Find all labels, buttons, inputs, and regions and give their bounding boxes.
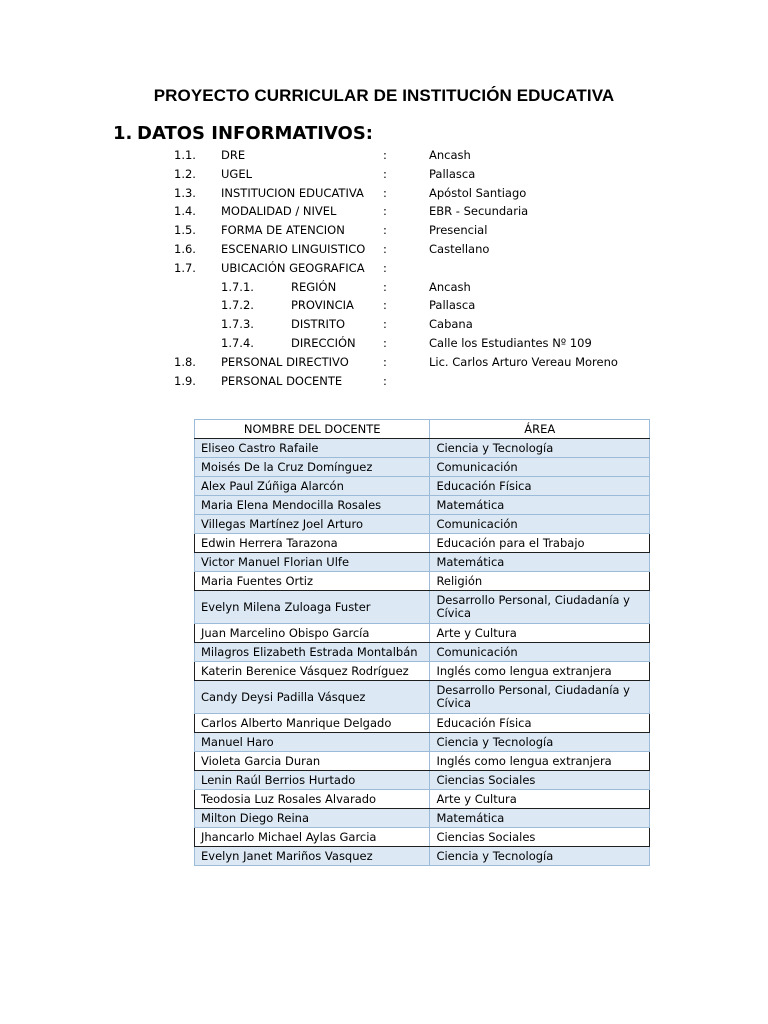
info-label: ESCENARIO LINGUISTICO <box>221 241 366 256</box>
teacher-area: Ciencia y Tecnología <box>430 439 650 458</box>
table-row <box>195 733 650 752</box>
teacher-name: Alex Paul Zúñiga Alarcón <box>195 477 430 496</box>
teacher-name: Victor Manuel Florian Ulfe <box>195 553 430 572</box>
info-row-ubicacion <box>0 259 768 278</box>
info-colon: : <box>383 148 387 162</box>
table-row <box>195 752 650 771</box>
info-value: Ancash <box>429 148 471 162</box>
info-number: 1.7. <box>174 260 196 275</box>
teacher-area: Arte y Cultura <box>430 624 650 643</box>
section-heading <box>113 123 373 144</box>
table-row <box>195 771 650 790</box>
info-label: UGEL <box>221 166 253 181</box>
teacher-name: Maria Fuentes Ortiz <box>195 572 430 591</box>
teacher-name: Teodosia Luz Rosales Alvarado <box>195 790 430 809</box>
table-row <box>195 714 650 733</box>
info-number: 1.2. <box>174 166 196 181</box>
table-row <box>195 624 650 643</box>
teacher-name: Carlos Alberto Manrique Delgado <box>195 714 430 733</box>
teacher-area: Ciencia y Tecnología <box>430 733 650 752</box>
teacher-name: Moisés De la Cruz Domínguez <box>195 458 430 477</box>
info-label: PERSONAL DIRECTIVO <box>221 354 349 369</box>
info-value: Cabana <box>429 317 473 332</box>
table-row <box>195 591 650 624</box>
info-label: INSTITUCION EDUCATIVA <box>221 185 364 200</box>
teacher-area: Comunicación <box>430 515 650 534</box>
info-row-forma-atencion <box>0 221 768 240</box>
info-colon: : <box>383 166 387 181</box>
info-value: Lic. Carlos Arturo Vereau Moreno <box>429 354 618 369</box>
table-row <box>195 847 650 866</box>
table-row <box>195 572 650 591</box>
info-subnumber: 1.7.1. <box>221 279 254 294</box>
table-row <box>195 458 650 477</box>
teacher-name: Juan Marcelino Obispo García <box>195 624 430 643</box>
teacher-area: Comunicación <box>430 643 650 662</box>
info-colon: : <box>383 223 387 238</box>
info-row-region <box>0 278 768 297</box>
info-colon: : <box>383 204 387 219</box>
info-number: 1.5. <box>174 223 196 238</box>
column-header-name: NOMBRE DEL DOCENTE <box>195 420 430 439</box>
table-row <box>195 553 650 572</box>
info-value: Calle los Estudiantes Nº 109 <box>429 335 592 350</box>
table-row <box>195 496 650 515</box>
teacher-name: Jhancarlo Michael Aylas Garcia <box>195 828 430 847</box>
teacher-area: Matemática <box>430 496 650 515</box>
info-label: FORMA DE ATENCION <box>221 223 345 238</box>
teacher-area: Comunicación <box>430 458 650 477</box>
info-value: Ancash <box>429 279 471 294</box>
teacher-name: Evelyn Janet Mariños Vasquez <box>195 847 430 866</box>
info-value: Presencial <box>429 223 488 238</box>
teacher-name: Violeta Garcia Duran <box>195 752 430 771</box>
teacher-name: Villegas Martínez Joel Arturo <box>195 515 430 534</box>
info-row-personal-directivo <box>0 353 768 372</box>
info-label: DRE <box>221 148 246 162</box>
info-number: 1.8. <box>174 354 196 369</box>
info-colon: : <box>383 373 387 388</box>
info-row-ugel <box>0 165 768 184</box>
table-row <box>195 515 650 534</box>
teacher-name: Manuel Haro <box>195 733 430 752</box>
info-value: Castellano <box>429 241 490 256</box>
section-heading-text: DATOS INFORMATIVOS: <box>137 123 374 144</box>
table-row <box>195 662 650 681</box>
info-colon: : <box>383 185 387 200</box>
info-colon: : <box>383 298 387 313</box>
info-row-escenario <box>0 240 768 259</box>
info-colon: : <box>383 279 387 294</box>
info-list <box>0 146 768 390</box>
table-header-row <box>195 420 650 439</box>
teacher-area: Educación Física <box>430 477 650 496</box>
info-subnumber: 1.7.2. <box>221 298 254 313</box>
table-row <box>195 643 650 662</box>
info-colon: : <box>383 335 387 350</box>
teacher-area: Educación para el Trabajo <box>430 534 650 553</box>
teacher-name: Katerin Berenice Vásquez Rodríguez <box>195 662 430 681</box>
section-number: 1. <box>113 123 133 144</box>
info-row-personal-docente <box>0 372 768 391</box>
info-colon: : <box>383 260 387 275</box>
teacher-area: Desarrollo Personal, Ciudadanía y Cívica <box>430 591 650 624</box>
table-row <box>195 828 650 847</box>
teacher-area: Ciencia y Tecnología <box>430 847 650 866</box>
table-row <box>195 439 650 458</box>
info-value: Pallasca <box>429 298 476 313</box>
info-value: EBR - Secundaria <box>429 204 529 219</box>
teacher-name: Edwin Herrera Tarazona <box>195 534 430 553</box>
info-colon: : <box>383 354 387 369</box>
teacher-area: Educación Física <box>430 714 650 733</box>
info-value: Pallasca <box>429 166 476 181</box>
info-sublabel: PROVINCIA <box>291 298 354 313</box>
info-number: 1.1. <box>174 148 196 162</box>
document-title: PROYECTO CURRICULAR DE INSTITUCIÓN EDUCATIVA <box>153 86 615 105</box>
table-row <box>195 477 650 496</box>
teacher-name: Evelyn Milena Zuloaga Fuster <box>195 591 430 624</box>
info-number: 1.3. <box>174 185 196 200</box>
teacher-name: Maria Elena Mendocilla Rosales <box>195 496 430 515</box>
info-number: 1.6. <box>174 241 196 256</box>
teacher-area: Inglés como lengua extranjera <box>430 662 650 681</box>
teacher-area: Arte y Cultura <box>430 790 650 809</box>
teacher-area: Desarrollo Personal, Ciudadanía y Cívica <box>430 681 650 714</box>
info-sublabel: DIRECCIÓN <box>291 335 356 350</box>
table-row <box>195 534 650 553</box>
info-subnumber: 1.7.4. <box>221 335 254 350</box>
column-header-area: ÁREA <box>430 420 650 439</box>
teacher-name: Eliseo Castro Rafaile <box>195 439 430 458</box>
info-row-distrito <box>0 315 768 334</box>
teacher-area: Ciencias Sociales <box>430 828 650 847</box>
info-colon: : <box>383 317 387 332</box>
info-sublabel: REGIÓN <box>291 279 337 294</box>
table-row <box>195 790 650 809</box>
teacher-name: Lenin Raúl Berrios Hurtado <box>195 771 430 790</box>
info-sublabel: DISTRITO <box>291 317 346 332</box>
info-value: Apóstol Santiago <box>429 185 527 200</box>
table-row <box>195 809 650 828</box>
info-row-direccion <box>0 334 768 353</box>
staff-table <box>194 419 650 866</box>
teacher-name: Milton Diego Reina <box>195 809 430 828</box>
info-row-institucion <box>0 184 768 203</box>
info-row-dre <box>0 146 768 165</box>
teacher-name: Candy Deysi Padilla Vásquez <box>195 681 430 714</box>
teacher-area: Inglés como lengua extranjera <box>430 752 650 771</box>
teacher-area: Religión <box>430 572 650 591</box>
teacher-area: Matemática <box>430 809 650 828</box>
teacher-area: Ciencias Sociales <box>430 771 650 790</box>
table-row <box>195 681 650 714</box>
info-number: 1.9. <box>174 373 196 388</box>
info-number: 1.4. <box>174 204 196 219</box>
info-label: UBICACIÓN GEOGRAFICA <box>221 260 365 275</box>
info-label: MODALIDAD / NIVEL <box>221 204 337 219</box>
info-colon: : <box>383 241 387 256</box>
info-subnumber: 1.7.3. <box>221 317 254 332</box>
teacher-area: Matemática <box>430 553 650 572</box>
info-row-provincia <box>0 296 768 315</box>
info-label: PERSONAL DOCENTE <box>221 373 343 388</box>
teacher-name: Milagros Elizabeth Estrada Montalbán <box>195 643 430 662</box>
info-row-modalidad <box>0 202 768 221</box>
